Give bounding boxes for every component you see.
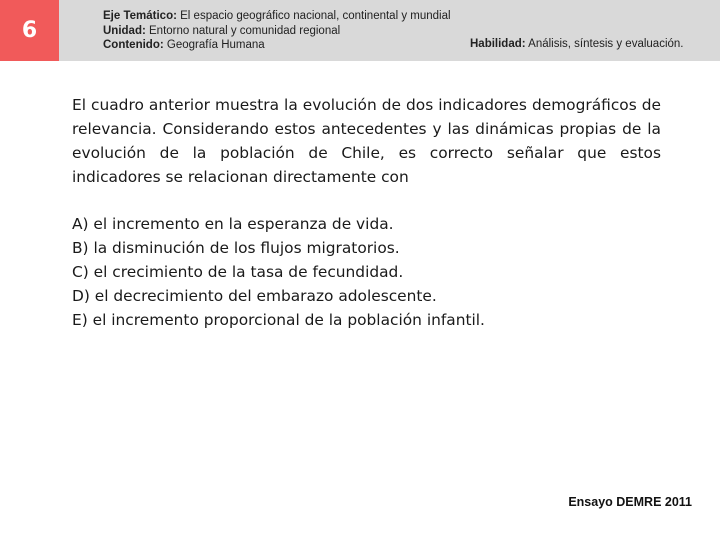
contenido-line [103,38,451,53]
topic-metadata [103,9,451,53]
habilidad-line [470,38,683,50]
option-a[interactable]: A) el incremento en la esperanza de vida. [72,215,394,233]
habilidad-value: Análisis, síntesis y evaluación. [528,38,684,50]
source-footer: Ensayo DEMRE 2011 [568,495,692,509]
eje-line [103,9,451,24]
question-text: El cuadro anterior muestra la evolución de dos indicadores demográficos de relevancia. Considerando estos antecedentes y las dinámicas propias de la evolución de la población de Chile, es correcto señalar que estos indicadores se relacionan directamente con [72,96,661,186]
unidad-line [103,24,451,39]
header-bar [0,0,720,61]
contenido-label: Contenido: [103,39,164,51]
contenido-value: Geografía Humana [166,39,265,51]
unidad-label: Unidad: [103,24,146,37]
option-d[interactable]: D) el decrecimiento del embarazo adolescente. [72,287,437,305]
habilidad-label: Habilidad: [470,38,526,50]
answer-options [72,212,672,332]
option-e[interactable]: E) el incremento proporcional de la población infantil. [72,311,485,329]
unidad-value: Entorno natural y comunidad regional [149,24,341,37]
eje-label: Eje Temático: [103,10,177,22]
option-c[interactable]: C) el crecimiento de la tasa de fecundidad. [72,263,404,281]
question-number: 6 [21,18,38,43]
option-b[interactable]: B) la disminución de los flujos migratorios. [72,239,400,257]
eje-value: El espacio geográfico nacional, continental y mundial [180,10,451,22]
question-number-badge [0,0,59,61]
